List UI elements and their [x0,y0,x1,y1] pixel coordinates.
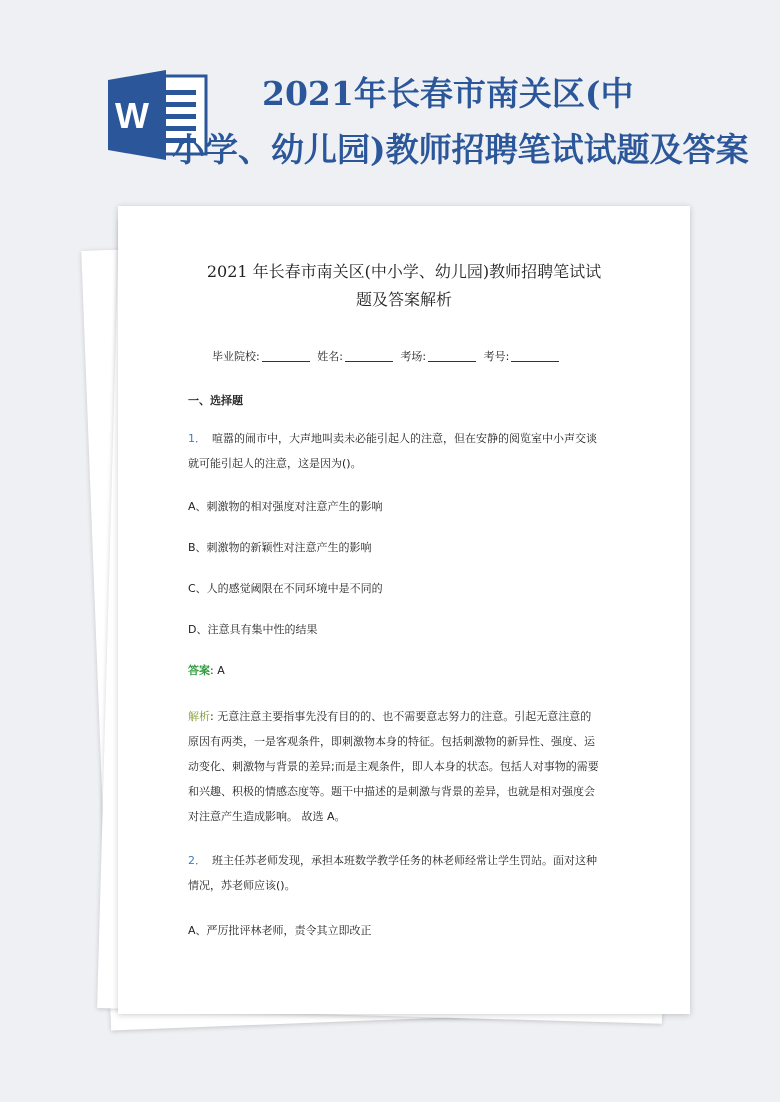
analysis-label: 解析 [188,710,210,723]
question-2 [188,848,620,898]
document-title [178,258,630,314]
question-number: 1． [188,432,206,445]
question-number: 2． [188,854,206,867]
question-text: 情况，苏老师应该()。 [188,879,296,892]
analysis-text: 动变化、刺激物与背景的差异;而是主观条件，即人本身的状态。包括人对事物的需要 [188,760,599,773]
option-b: B、刺激物的新颖性对注意产生的影响 [188,541,372,554]
option-a: A、严厉批评林老师，责令其立即改正 [188,924,372,937]
exam-info-row [212,348,563,364]
option-a: A、刺激物的相对强度对注意产生的影响 [188,500,383,513]
document-page [118,206,690,1014]
answer-label: 答案 [188,664,210,677]
svg-text:W: W [115,95,149,136]
question-text: 就可能引起人的注意，这是因为()。 [188,457,362,470]
analysis-text: 原因有两类，一是客观条件，即刺激物本身的特征。包括刺激物的新异性、强度、运 [188,735,595,748]
option-d: D、注意具有集中性的结果 [188,623,318,636]
answer-value: : A [210,664,225,677]
header-title [172,66,780,178]
option-c: C、人的感觉阈限在不同环境中是不同的 [188,582,383,595]
analysis-text: 和兴趣、积极的情感态度等。题干中描述的是刺激与背景的差异，也就是相对强度会 [188,785,595,798]
school-blank [262,350,310,362]
analysis-text: 对注意产生造成影响。 故选 A。 [188,810,346,823]
analysis [188,704,620,829]
name-blank [345,350,393,362]
number-label: 考号: [483,350,510,363]
section-title: 一、选择题 [188,394,243,407]
question-text: 班主任苏老师发现，承担本班数学教学任务的林老师经常让学生罚站。面对这种 [212,854,597,867]
name-label: 姓名: [317,350,343,363]
header-title-line2: 小学、幼儿园)教师招聘笔试试题及答案 [172,130,749,169]
question-text: 喧嚣的闹市中，大声地叫卖未必能引起人的注意，但在安静的阅览室中小声交谈 [212,432,597,445]
room-label: 考场: [400,350,427,363]
document-title-line1: 2021 年长春市南关区(中小学、幼儿园)教师招聘笔试试 [206,262,602,281]
school-label: 毕业院校: [212,350,260,363]
header-title-line1: 2021年长春市南关区(中 [262,74,634,113]
answer-line [188,658,620,683]
room-blank [428,350,476,362]
number-blank [511,350,559,362]
question-1 [188,426,620,476]
document-title-line2: 题及答案解析 [355,290,452,309]
analysis-text: : 无意注意主要指事先没有目的的、也不需要意志努力的注意。引起无意注意的 [210,710,592,723]
